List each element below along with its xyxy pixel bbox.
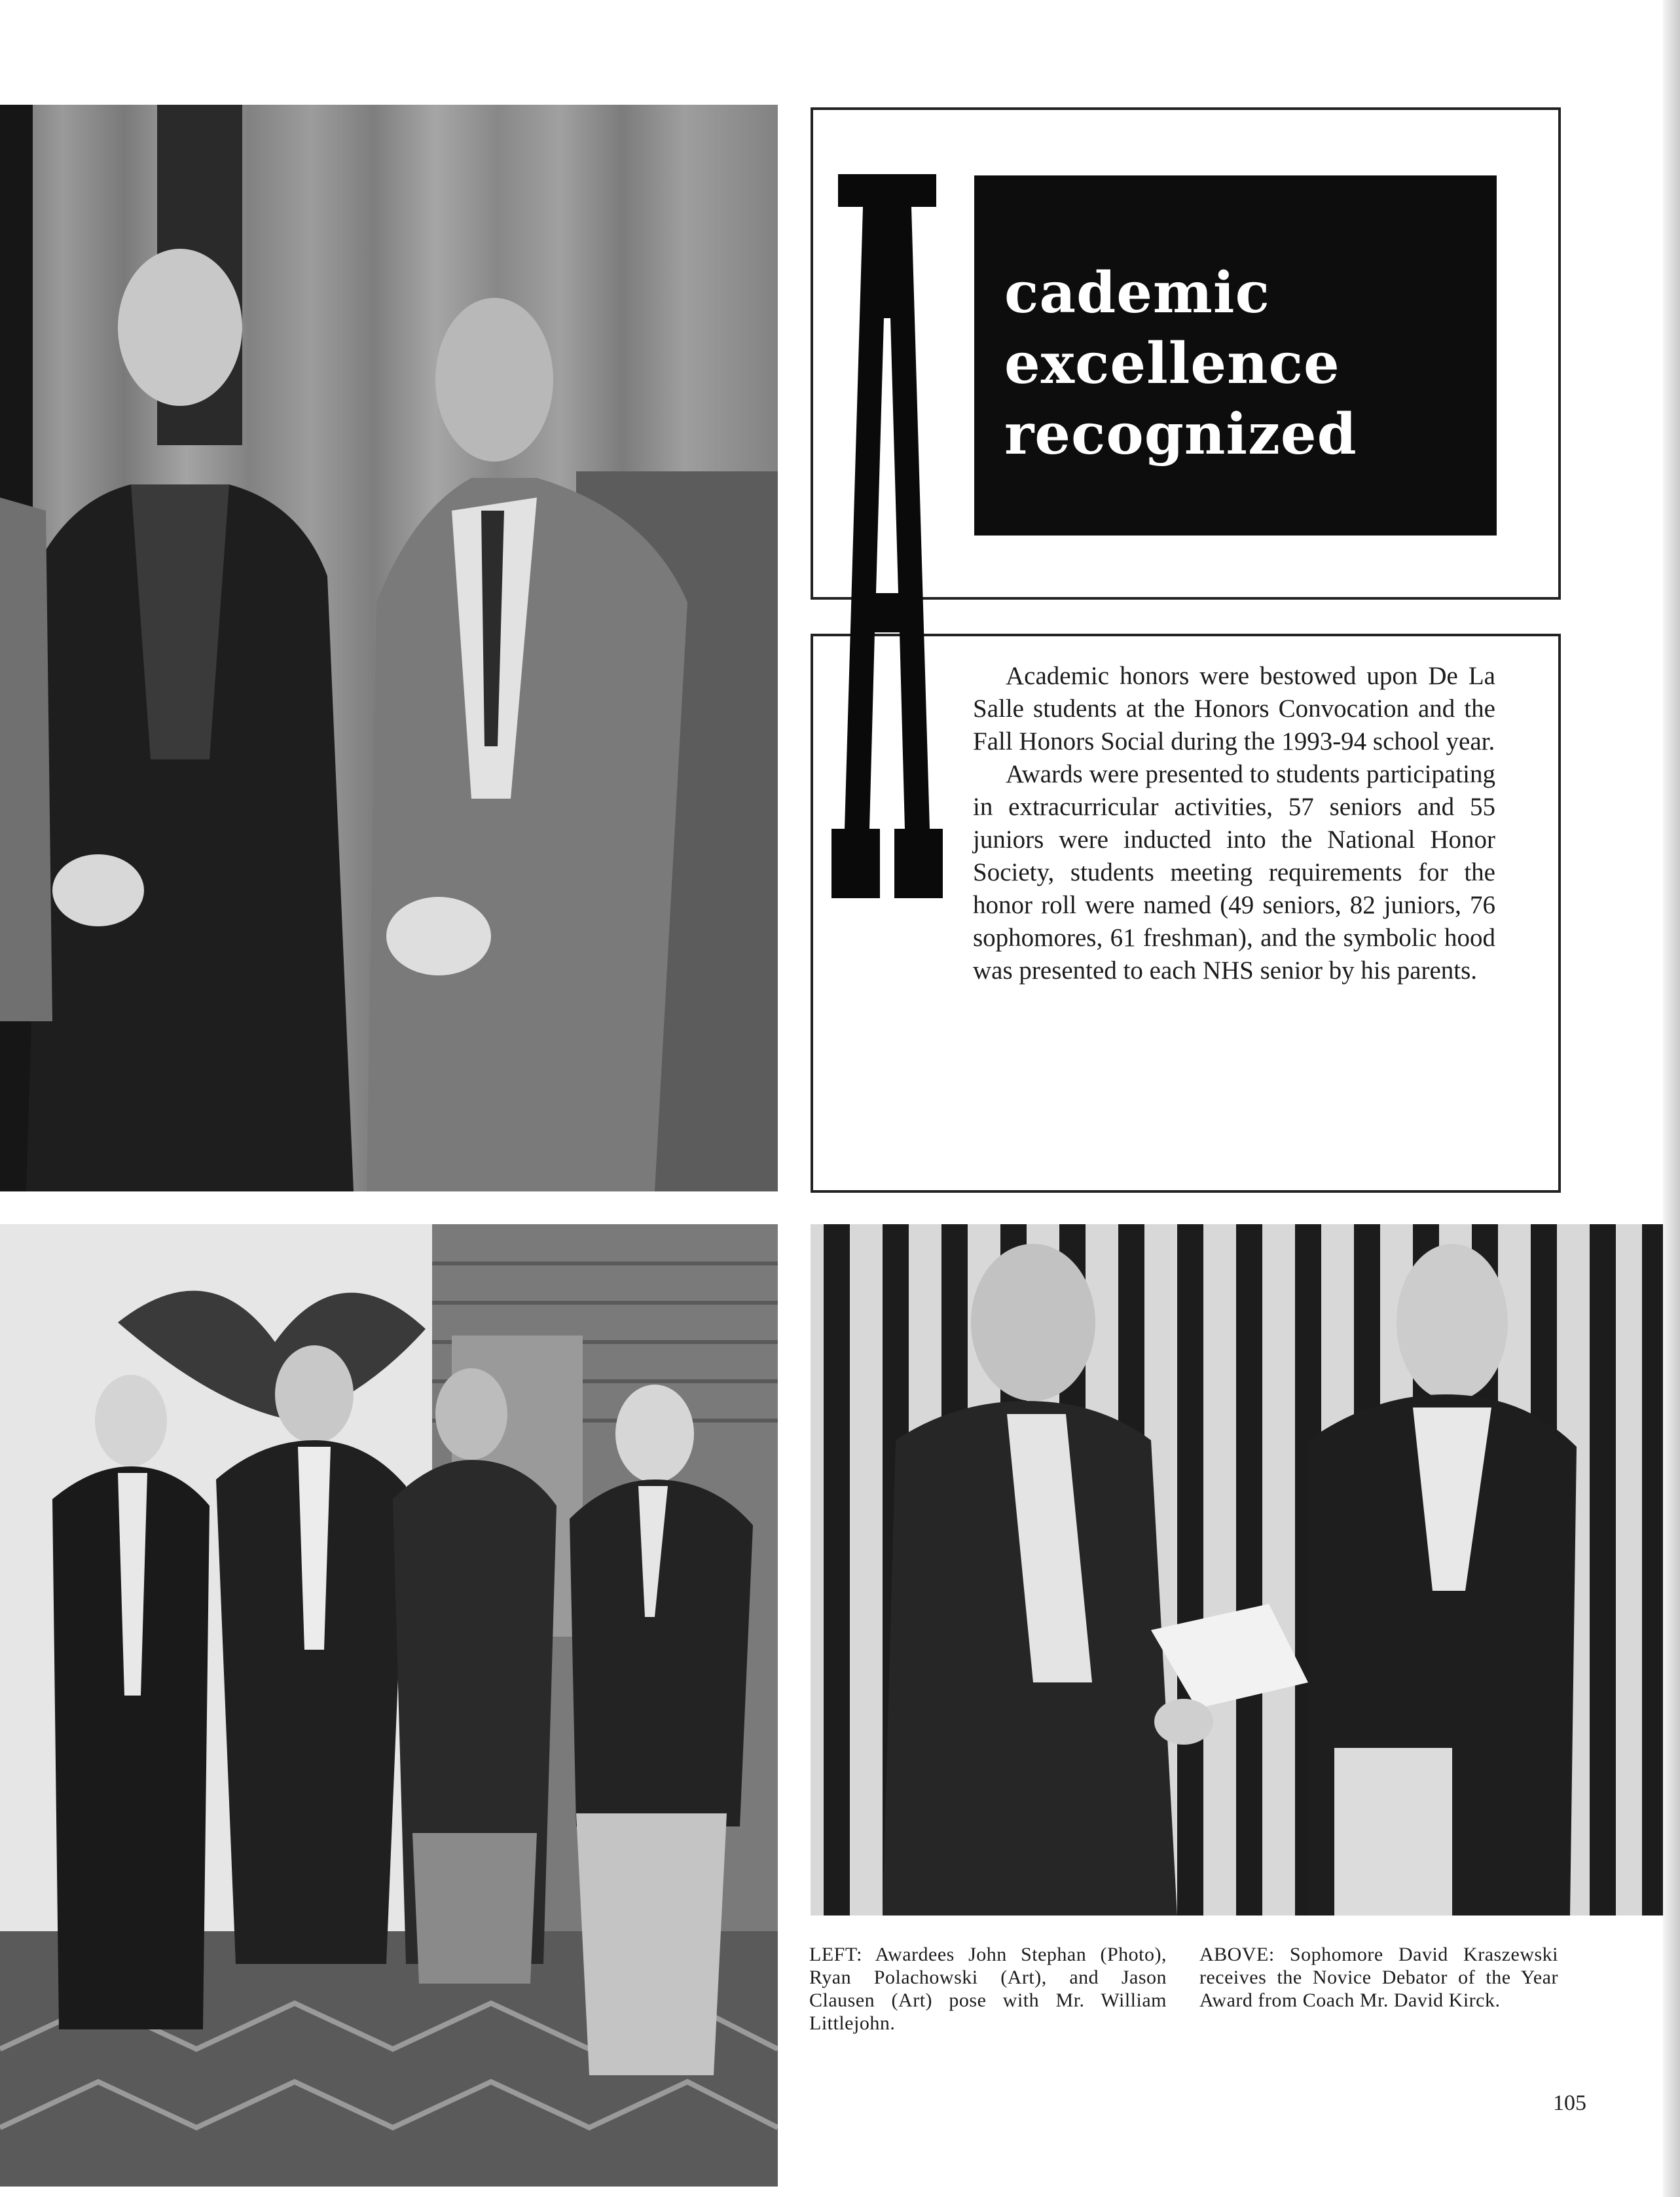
page-number: 105	[1553, 2091, 1586, 2115]
caption-above-photo: ABOVE: Sophomore David Kraszewski receives the Novice Debator of the Year Award from Coach Mr. David Kirck.	[1199, 1944, 1558, 2011]
photo-two-men-in-suits	[0, 105, 778, 1191]
heading-line-2: excellence	[1004, 331, 1340, 397]
photo-novice-debator-award	[811, 1224, 1663, 1916]
article-body	[841, 660, 1495, 987]
photo-awardees-group	[0, 1224, 778, 2187]
caption-left-photo: LEFT: Awardees John Stephan (Photo), Ryan Polachowski (Art), and Jason Clausen (Art) pose with Mr. William Littlejohn.	[809, 1944, 1167, 2034]
heading-line-3: recognized	[1004, 401, 1357, 467]
article-paragraph-2: Awards were presented to students participating in extracurricular activities, 57 seniors and 55 juniors were inducted into the National Honor Society, students meeting requirements for the honor roll were named (49 seniors, 82 juniors, 76 sophomores, 61 freshman), and the symbolic hood was presented to each NHS senior by his parents.	[973, 760, 1495, 985]
page-binding-edge	[1663, 0, 1680, 2197]
article-paragraph-1: Academic honors were bestowed upon De La Salle students at the Honors Convocation and the Fall Honors Social during the 1993-94 school year.	[973, 662, 1495, 755]
heading-block	[974, 175, 1497, 536]
heading-line-1: cademic	[1004, 260, 1270, 326]
